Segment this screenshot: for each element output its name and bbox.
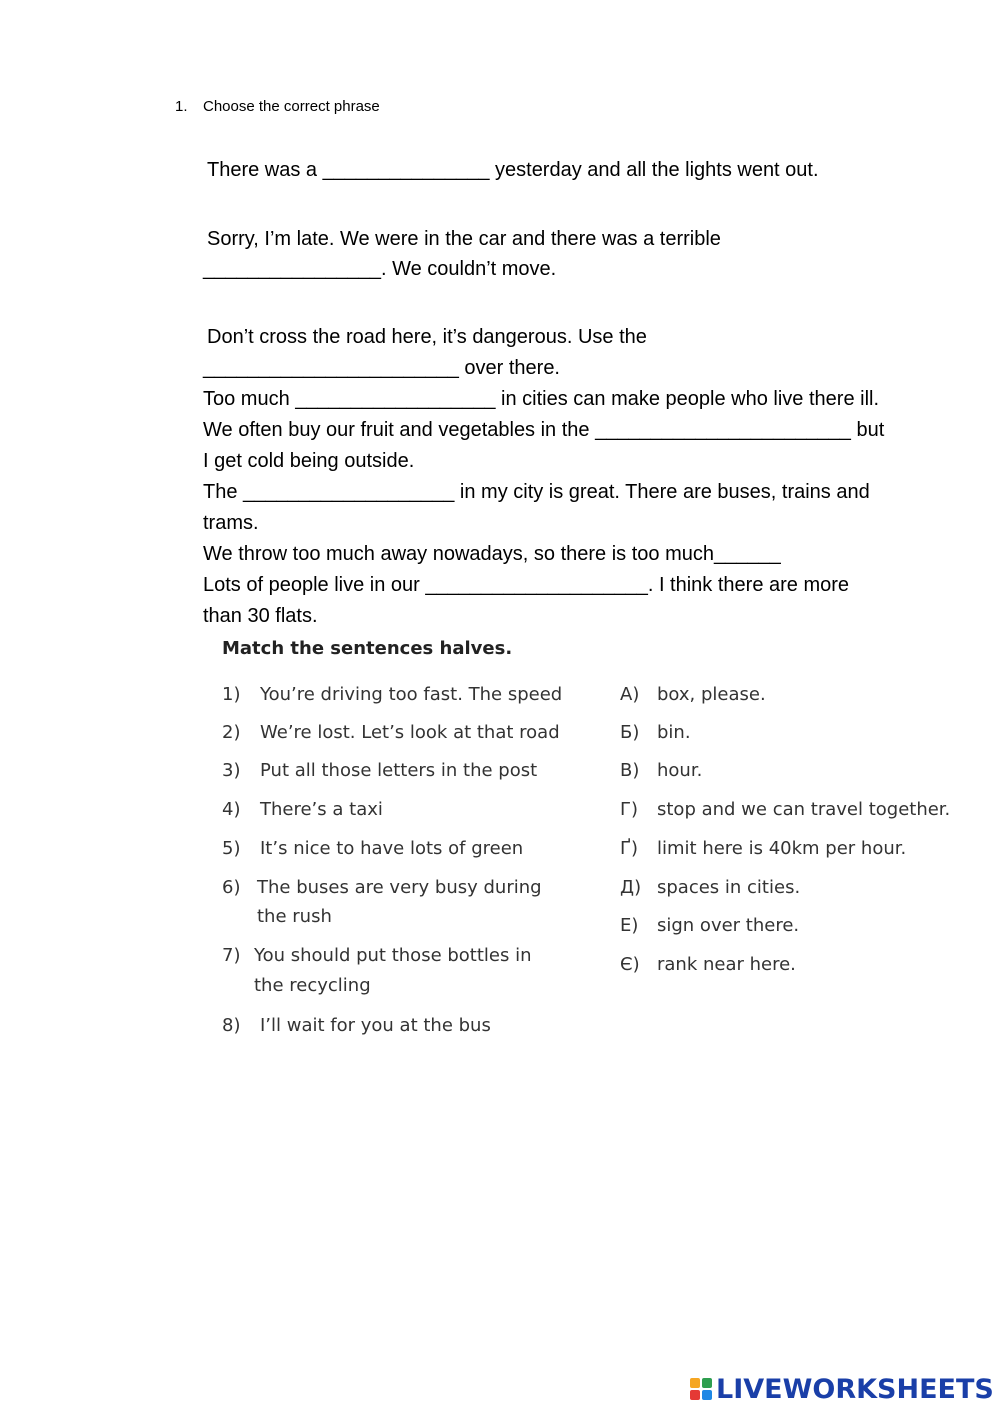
logo-text: LIVEWORKSHEETS <box>716 1373 994 1405</box>
left-half: The buses are very busy during <box>257 877 542 898</box>
right-half: bin. <box>657 722 691 743</box>
right-half: hour. <box>657 760 703 781</box>
left-number: 7) <box>222 945 241 966</box>
left-half: Put all those letters in the post <box>260 760 538 781</box>
right-half: limit here is 40km per hour. <box>657 838 907 859</box>
right-letter: Г) <box>620 799 638 820</box>
right-half: box, please. <box>657 684 766 705</box>
sentence-line: There was a _______________ yesterday and all the lights went out. <box>207 159 819 181</box>
match-title: Match the sentences halves. <box>222 638 513 659</box>
right-half: stop and we can travel together. <box>657 799 951 820</box>
right-letter: Ґ) <box>620 838 638 859</box>
sentence-line: than 30 flats. <box>203 605 318 627</box>
right-letter: А) <box>620 684 640 705</box>
left-half: You should put those bottles in <box>254 945 532 966</box>
left-number: 5) <box>222 838 241 859</box>
logo-icon <box>690 1378 712 1400</box>
left-number: 4) <box>222 799 241 820</box>
sentence-line: Lots of people live in our ____________________. I think there are more <box>203 574 850 596</box>
right-letter: Е) <box>620 915 639 936</box>
right-half: spaces in cities. <box>657 877 801 898</box>
sentence-line: trams. <box>203 512 259 534</box>
sentence-line: We throw too much away nowadays, so there is too much______ <box>203 543 781 565</box>
left-half-continued: the recycling <box>254 975 371 996</box>
left-half: We’re lost. Let’s look at that road <box>260 722 560 743</box>
left-number: 8) <box>222 1015 241 1036</box>
left-half: There’s a taxi <box>260 799 383 820</box>
sentence-line: Sorry, I’m late. We were in the car and there was a terrible <box>207 228 721 250</box>
sentence-line: Don’t cross the road here, it’s dangerous. Use the <box>207 326 647 348</box>
task-title: Choose the correct phrase <box>203 98 380 115</box>
left-half: You’re driving too fast. The speed <box>260 684 563 705</box>
liveworksheets-logo <box>690 1372 994 1406</box>
left-number: 6) <box>222 877 241 898</box>
left-half: I’ll wait for you at the bus <box>260 1015 491 1036</box>
left-number: 2) <box>222 722 241 743</box>
sentence-line: Too much __________________ in cities can make people who live there ill. <box>203 388 880 410</box>
right-letter: В) <box>620 760 640 781</box>
right-letter: Є) <box>620 954 640 975</box>
left-half: It’s nice to have lots of green <box>260 838 524 859</box>
right-half: rank near here. <box>657 954 796 975</box>
sentence-line: ________________. We couldn’t move. <box>203 258 557 280</box>
right-half: sign over there. <box>657 915 800 936</box>
right-letter: Б) <box>620 722 640 743</box>
sentence-line: I get cold being outside. <box>203 450 415 472</box>
sentence-line: _______________________ over there. <box>203 357 560 379</box>
left-number: 3) <box>222 760 241 781</box>
right-letter: Д) <box>620 877 642 898</box>
sentence-line: The ___________________ in my city is great. There are buses, trains and <box>203 481 870 503</box>
sentence-line: We often buy our fruit and vegetables in the _______________________ but <box>203 419 885 441</box>
task-number: 1. <box>175 98 188 115</box>
left-number: 1) <box>222 684 241 705</box>
left-half-continued: the rush <box>257 906 332 927</box>
